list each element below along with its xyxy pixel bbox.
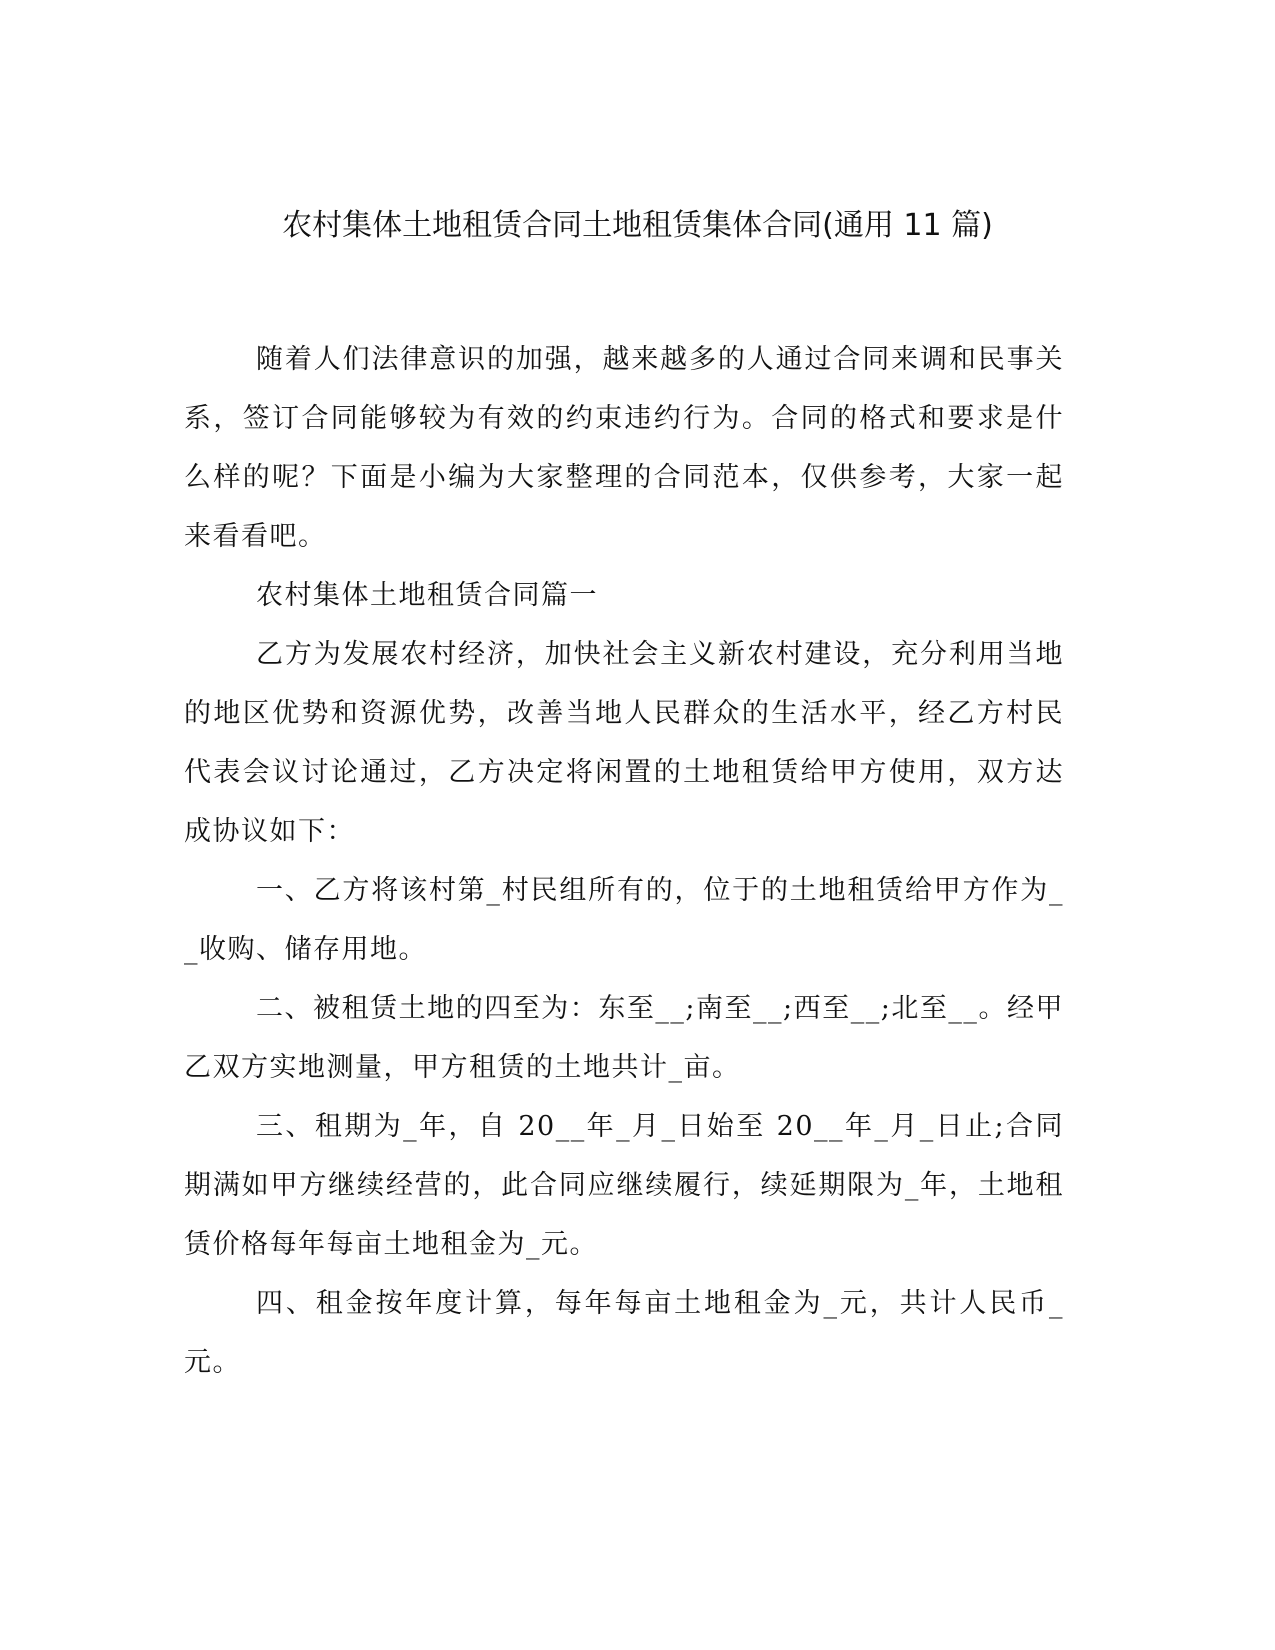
document-title: 农村集体土地租赁合同土地租赁集体合同(通用 11 篇) <box>282 208 993 243</box>
intro-paragraph: 随着人们法律意识的加强，越来越多的人通过合同来调和民事关系，签订合同能够较为有效的约束违约行为。合同的格式和要求是什么样的呢？下面是小编为大家整理的合同范本，仅供参考，大家一起来看看吧。 <box>184 344 1064 552</box>
clause-paragraph-3: 三、租期为_年，自 20__年_月_日始至 20__年_月_日止;合同期满如甲方继续经营的，此合同应继续履行，续延期限为_年，土地租赁价格每年每亩土地租金为_元。 <box>184 1111 1064 1260</box>
clause-paragraph-4: 四、租金按年度计算，每年每亩土地租金为_元，共计人民币_元。 <box>184 1288 1064 1378</box>
document-body <box>184 330 1064 1392</box>
clause-paragraph-2: 二、被租赁土地的四至为：东至__;南至__;西至__;北至__。经甲乙双方实地测量，甲方租赁的土地共计_亩。 <box>184 993 1064 1083</box>
preamble-paragraph: 乙方为发展农村经济，加快社会主义新农村建设，充分利用当地的地区优势和资源优势，改善当地人民群众的生活水平，经乙方村民代表会议讨论通过，乙方决定将闲置的土地租赁给甲方使用，双方达成协议如下： <box>184 639 1064 847</box>
clause-paragraph-1: 一、乙方将该村第_村民组所有的，位于的土地租赁给甲方作为__收购、储存用地。 <box>184 875 1064 965</box>
section-heading: 农村集体土地租赁合同篇一 <box>256 580 598 611</box>
